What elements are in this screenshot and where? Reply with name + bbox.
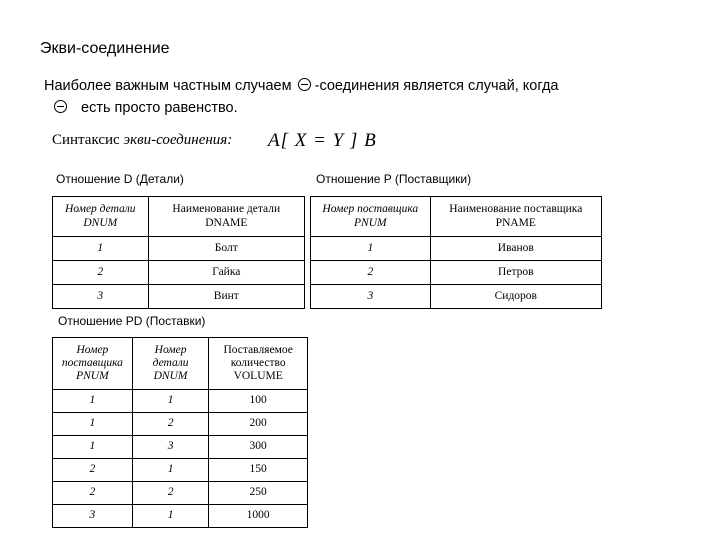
- intro-line-1: [44, 78, 559, 94]
- table-cell: 1: [53, 413, 133, 436]
- table-row: [311, 237, 602, 261]
- table-cell: 1: [311, 237, 431, 261]
- relation-d-table: [52, 196, 305, 309]
- table-cell: 3: [132, 436, 209, 459]
- table-cell: 1000: [209, 505, 308, 528]
- header-dnum: Номер детали DNUM: [53, 197, 149, 237]
- table-row: [53, 285, 305, 309]
- syntax-label: Синтаксис: [52, 132, 120, 148]
- table-cell: 250: [209, 482, 308, 505]
- table-cell: 150: [209, 459, 308, 482]
- table-row: [53, 237, 305, 261]
- table-header-row: [53, 197, 305, 237]
- header-pname: Наименование поставщика PNAME: [430, 197, 601, 237]
- table-cell: Петров: [430, 261, 601, 285]
- header-pnum: Номер поставщика PNUM: [311, 197, 431, 237]
- table-cell: 1: [53, 390, 133, 413]
- table-cell: 2: [311, 261, 431, 285]
- table-row: [53, 390, 308, 413]
- table-cell: 100: [209, 390, 308, 413]
- header-volume: Поставляемое количество VOLUME: [209, 338, 308, 390]
- table-cell: 1: [132, 390, 209, 413]
- header-dname: Наименование детали DNAME: [148, 197, 304, 237]
- table-row: [311, 261, 602, 285]
- table-cell: 1: [132, 459, 209, 482]
- table-cell: 2: [132, 413, 209, 436]
- relation-pd-table: [52, 337, 308, 528]
- table-cell: 200: [209, 413, 308, 436]
- table-cell: 1: [53, 237, 149, 261]
- table-header-row: [53, 338, 308, 390]
- table-cell: Гайка: [148, 261, 304, 285]
- table-row: [53, 459, 308, 482]
- table-cell: Винт: [148, 285, 304, 309]
- table-cell: 300: [209, 436, 308, 459]
- table-row: [53, 413, 308, 436]
- table-cell: 2: [53, 261, 149, 285]
- intro-line-2: [52, 100, 238, 116]
- intro-text-before: Наиболее важным частным случаем: [44, 78, 292, 94]
- header-pnum: Номер поставщика PNUM: [53, 338, 133, 390]
- relation-d-caption: Отношение D (Детали): [56, 172, 184, 186]
- intro-text-after: -соединения является случай, когда: [314, 78, 559, 94]
- page-title: Экви-соединение: [40, 40, 170, 57]
- table-row: [53, 261, 305, 285]
- table-row: [53, 482, 308, 505]
- intro-text-line2: есть просто равенство.: [81, 100, 238, 116]
- table-header-row: [311, 197, 602, 237]
- table-cell: 3: [311, 285, 431, 309]
- table-row: [53, 436, 308, 459]
- table-cell: Сидоров: [430, 285, 601, 309]
- theta-icon: [54, 100, 67, 113]
- table-cell: 1: [132, 505, 209, 528]
- table-cell: 2: [53, 459, 133, 482]
- table-cell: 3: [53, 285, 149, 309]
- table-cell: 1: [53, 436, 133, 459]
- table-row: [53, 505, 308, 528]
- syntax-line: [52, 132, 232, 149]
- relation-p-caption: Отношение P (Поставщики): [316, 172, 472, 186]
- theta-icon: [298, 78, 311, 91]
- relation-p-table: [310, 196, 602, 309]
- header-dnum: Номер детали DNUM: [132, 338, 209, 390]
- table-cell: 3: [53, 505, 133, 528]
- table-cell: Иванов: [430, 237, 601, 261]
- syntax-term: экви-соединения:: [123, 132, 233, 148]
- table-cell: 2: [132, 482, 209, 505]
- table-cell: 2: [53, 482, 133, 505]
- equijoin-formula: A[ X = Y ] B: [268, 130, 377, 151]
- relation-pd-caption: Отношение PD (Поставки): [58, 314, 206, 328]
- table-row: [311, 285, 602, 309]
- table-cell: Болт: [148, 237, 304, 261]
